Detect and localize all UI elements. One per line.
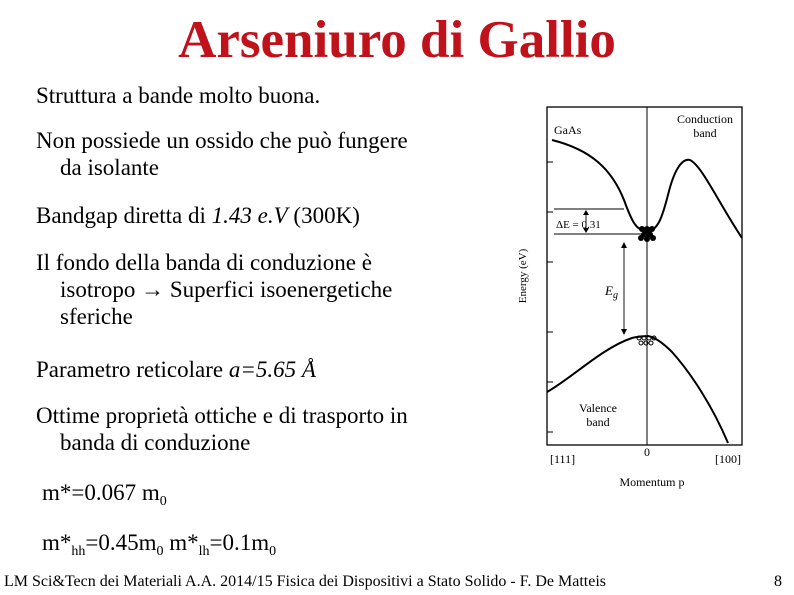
bullet-isotropic-line2: isotropo → Superfici isoenergetiche <box>60 277 393 302</box>
page-number: 8 <box>774 573 782 590</box>
lh-mass-sub: lh <box>198 544 210 559</box>
valence-label-2: band <box>586 415 610 429</box>
slide-title: Arseniuro di Gallio <box>178 11 616 69</box>
valence-label-1: Valence <box>579 401 617 415</box>
bandgap-value: 1.43 e.V <box>211 203 288 228</box>
gap-label: $E_g$ <box>605 283 618 301</box>
hole-masses <box>42 529 277 559</box>
x-axis-label-100: [100] <box>715 452 741 466</box>
footer-text: LM Sci&Tecn dei Materiali A.A. 2014/15 Fisica dei Dispositivi a Stato Solido - F. De Matteis <box>4 573 606 590</box>
delta-e-label: ΔE = 0.31 <box>556 219 601 231</box>
electron-mass-sub: 0 <box>159 494 167 509</box>
gaas-band-diagram <box>512 100 752 496</box>
bullet-properties-line1: Ottime proprietà ottiche e di trasporto in <box>36 403 408 428</box>
bullet-bandgap <box>36 202 360 229</box>
conduction-label-1: Conduction <box>677 112 733 126</box>
lh-mass-value: =0.1m <box>209 530 270 555</box>
energy-axis-label: Energy (eV) <box>517 248 529 304</box>
electron-mass <box>42 479 167 509</box>
x-axis-label-111: [111] <box>550 452 576 466</box>
bullet-isotropic-line3: sferiche <box>60 304 133 329</box>
lh-mass-text: m* <box>163 530 199 555</box>
bullet-properties <box>36 402 408 456</box>
plot-frame <box>547 107 742 445</box>
bullet-isotropic-line1: Il fondo della banda di conduzione è <box>36 250 372 275</box>
lattice-value: a=5.65 Å <box>228 357 316 382</box>
lh-mass-sub0: 0 <box>269 544 277 559</box>
electron-mass-text: m*=0.067 m <box>42 480 160 505</box>
hh-mass-text: m* <box>42 530 72 555</box>
bullet-oxide-line2: da isolante <box>60 155 159 180</box>
bullet-bandgap-post: (300K) <box>287 203 360 228</box>
hh-mass-value: =0.45m <box>85 530 157 555</box>
conduction-label-2: band <box>693 126 717 140</box>
x-axis-label-zero: 0 <box>644 445 650 459</box>
bullet-oxide-line1: Non possiede un ossido che può fungere <box>36 128 408 153</box>
hh-mass-sub0: 0 <box>156 544 164 559</box>
hh-mass-sub: hh <box>71 544 86 559</box>
bullet-lattice-pre: Parametro reticolare <box>36 357 229 382</box>
bullet-properties-line2: banda di conduzione <box>60 430 251 455</box>
bullet-isotropic <box>36 249 392 330</box>
bullet-oxide <box>36 127 408 181</box>
bullet-lattice <box>36 356 316 383</box>
material-label: GaAs <box>554 123 582 137</box>
bullet-bandgap-pre: Bandgap diretta di <box>36 203 212 228</box>
momentum-axis-label: Momentum p <box>619 475 685 489</box>
bullet-band-structure: Struttura a bande molto buona. <box>36 83 321 108</box>
